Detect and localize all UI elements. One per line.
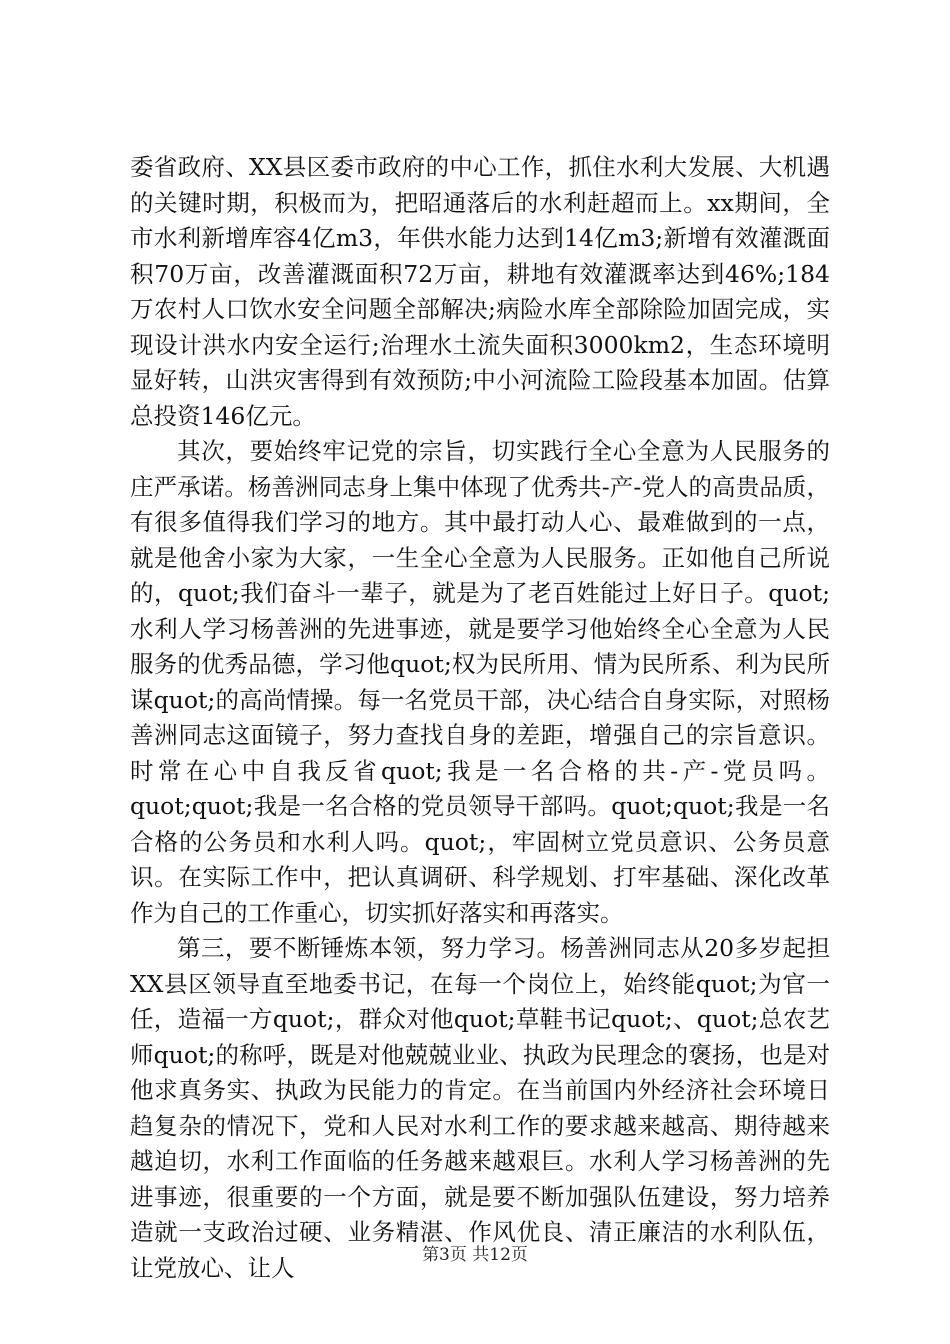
page-footer	[0, 1240, 950, 1265]
document-body	[130, 150, 830, 1286]
paragraph-second-point: 其次，要始终牢记党的宗旨，切实践行全心全意为人民服务的庄严承诺。杨善洲同志身上集中体现了优秀共-产-党人的高贵品质，有很多值得我们学习的地方。其中最打动人心、最难做到的一点，就是他舍小家为大家，一生全心全意为人民服务。正如他自己所说的，quot;我们奋斗一辈子，就是为了老百姓能过上好日子。quot;水利人学习杨善洲的先进事迹，就是要学习他始终全心全意为人民服务的优秀品德，学习他quot;权为民所用、情为民所系、利为民所谋quot;的高尚情操。每一名党员干部，决心结合自身实际，对照杨善洲同志这面镜子，努力查找自身的差距，增强自己的宗旨意识。时常在心中自我反省quot;我是一名合格的共-产-党员吗。quot;quot;我是一名合格的党员领导干部吗。quot;quot;我是一名合格的公务员和水利人吗。quot;，牢固树立党员意识、公务员意识。在实际工作中，把认真调研、科学规划、打牢基础、深化改革作为自己的工作重心，切实抓好落实和再落实。	[130, 437, 830, 927]
paragraph-third-point: 第三，要不断锤炼本领，努力学习。杨善洲同志从20多岁起担XX县区领导直至地委书记，在每一个岗位上，始终能quot;为官一任，造福一方quot;，群众对他quot;草鞋书记quot;、quot;总农艺师quot;的称呼，既是对他兢兢业业、执政为民理念的褒扬，也是对他求真务实、执政为民能力的肯定。在当前国内外经济社会环境日趋复杂的情况下，党和人民对水利工作的要求越来越高、期待越来越迫切，水利工作面临的任务越来越艰巨。水利人学习杨善洲的先进事迹，很重要的一个方面，就是要不断加强队伍建设，努力培养造就一支政治过硬、业务精湛、作风优良、清正廉洁的水利队伍，让党放心、让人	[130, 934, 830, 1282]
page-number-label: 第3页 共12页	[422, 1245, 528, 1265]
paragraph-continuation: 委省政府、XX县区委市政府的中心工作，抓住水利大发展、大机遇的关键时期，积极而为，把昭通落后的水利赶超而上。xx期间，全市水利新增库容4亿m3，年供水能力达到14亿m3;新增有效灌溉面积70万亩，改善灌溉面积72万亩，耕地有效灌溉率达到46%;184万农村人口饮水安全问题全部解决;病险水库全部除险加固完成，实现设计洪水内安全运行;治理水土流失面积3000km2，生态环境明显好转，山洪灾害得到有效预防;中小河流险工险段基本加固。估算总投资146亿元。	[130, 153, 830, 430]
